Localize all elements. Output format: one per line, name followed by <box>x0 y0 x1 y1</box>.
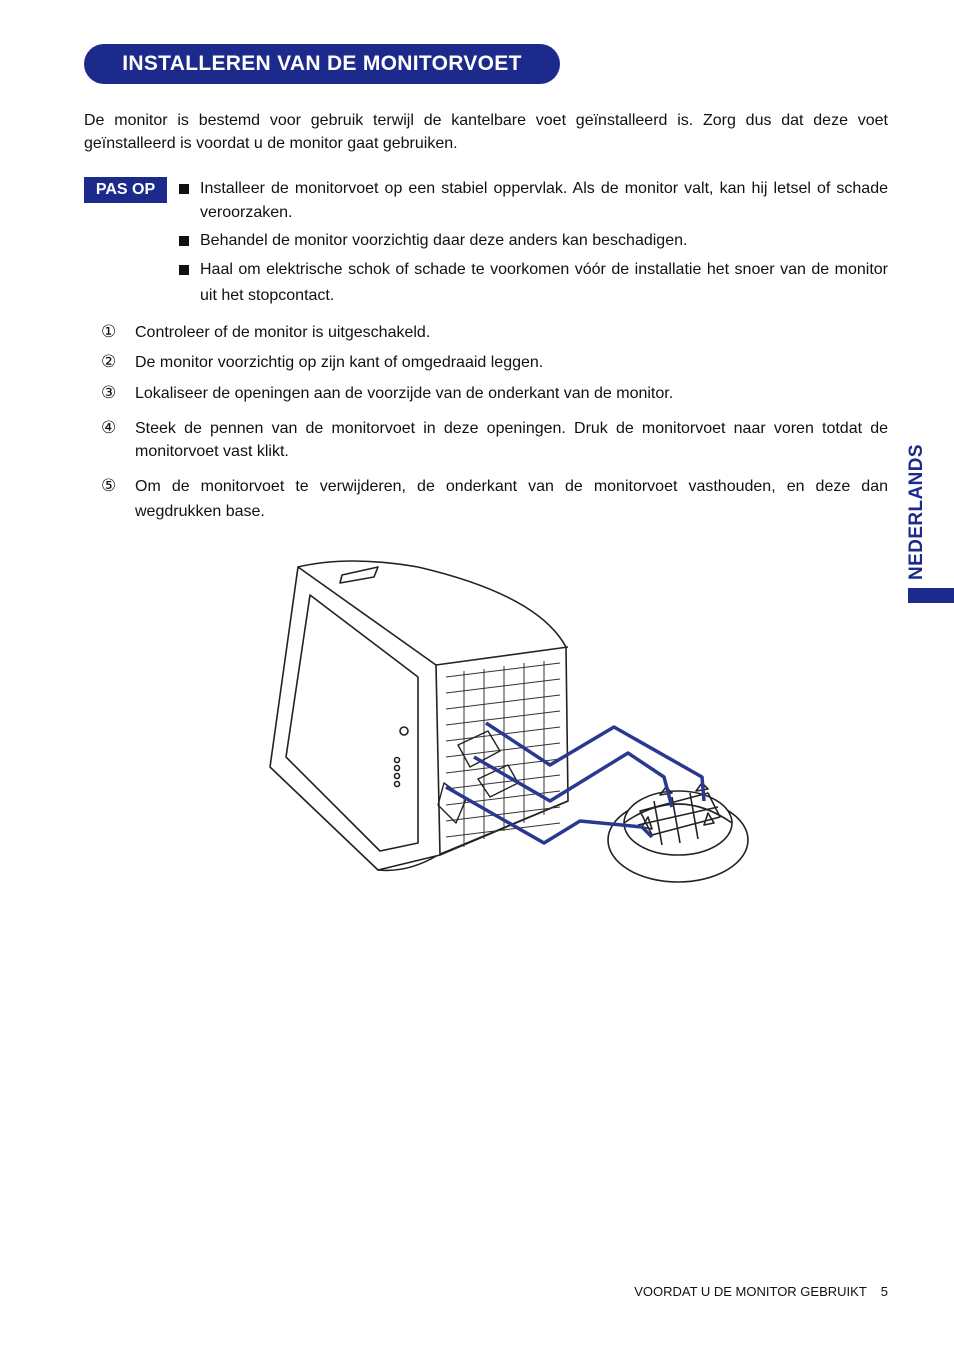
step-item <box>101 351 888 374</box>
language-tab-marker <box>908 588 954 603</box>
intro-paragraph: De monitor is bestemd voor gebruik terwijl de kantelbare voet geïnstalleerd is. Zorg dus dat deze voet geïnstalleerd is voordat u de monitor gaat gebruiken. <box>84 112 888 152</box>
step-text: De monitor voorzichtig op zijn kant of omgedraaid leggen. <box>135 354 544 371</box>
square-bullet-icon <box>179 184 189 194</box>
caution-item <box>179 177 888 225</box>
caution-item-text: Haal om elektrische schok of schade te voorkomen vóór de installatie het snoer van de monitor uit het stopcontact. <box>200 261 888 304</box>
step-text: Lokaliseer de openingen aan de voorzijde van de onderkant van de monitor. <box>135 385 674 402</box>
square-bullet-icon <box>179 236 189 246</box>
step-item <box>101 382 888 405</box>
caution-badge: PAS OP <box>84 177 167 203</box>
step-number: ⑤ <box>101 476 117 496</box>
language-tab-label: NEDERLANDS <box>906 444 927 580</box>
footer-section: VOORDAT U DE MONITOR GEBRUIKT <box>634 1284 867 1299</box>
caution-item <box>179 257 888 309</box>
step-text: Steek de pennen van de monitorvoet in deze openingen. Druk de monitorvoet naar voren totdat de monitorvoet vast klikt. <box>135 420 888 460</box>
step-number: ④ <box>101 418 117 438</box>
caution-item-text: Behandel de monitor voorzichtig daar deze anders kan beschadigen. <box>200 232 688 249</box>
monitor-stand-illustration <box>268 555 752 885</box>
step-item <box>101 474 888 524</box>
square-bullet-icon <box>179 265 189 275</box>
step-number: ③ <box>101 383 117 403</box>
caution-item <box>179 229 888 253</box>
page-number: 5 <box>880 1284 888 1299</box>
step-number: ② <box>101 352 117 372</box>
caution-item-text: Installeer de monitorvoet op een stabiel oppervlak. Als de monitor valt, kan hij letsel of schade veroorzaken. <box>200 180 888 221</box>
step-number: ① <box>101 322 117 342</box>
step-item <box>101 417 888 463</box>
page-footer <box>560 1284 888 1299</box>
step-text: Om de monitorvoet te verwijderen, de onderkant van de monitorvoet vasthouden, en deze dan wegdrukken base. <box>135 478 888 520</box>
page-title: INSTALLEREN VAN DE MONITORVOET <box>84 44 560 84</box>
step-text: Controleer of de monitor is uitgeschakeld. <box>135 324 431 341</box>
step-item <box>101 321 888 344</box>
